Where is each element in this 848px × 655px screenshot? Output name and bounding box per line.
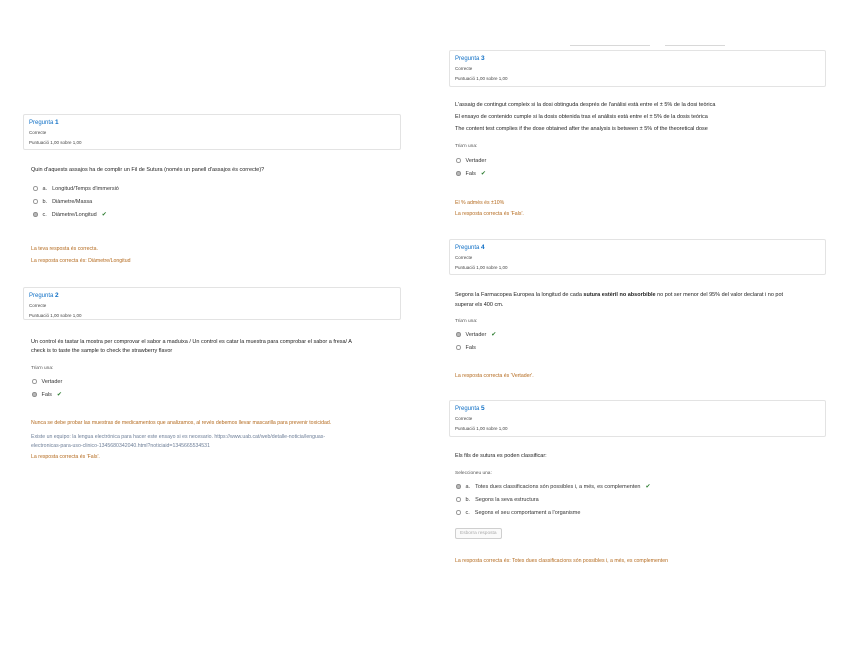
select-one-label: Seleccioneu una: xyxy=(455,471,492,476)
check-icon: ✔ xyxy=(480,171,486,177)
radio-icon[interactable] xyxy=(456,171,461,176)
question-2-text-line1: Un control és tastar la mostra per comprovar el sabor a maduixa / Un control es catar la muestra para comprobar el sabor a fresa/ A xyxy=(31,339,352,345)
question-2-text-line2: check is to taste the sample to check the strawberry flavor xyxy=(31,348,173,354)
question-state: Correcte xyxy=(455,255,473,260)
question-4-text-line2: superar els 400 cm. xyxy=(455,302,504,308)
question-number: Pregunta 4 xyxy=(455,244,485,251)
question-score: Puntuació 1,00 sobre 1,00 xyxy=(455,426,508,431)
radio-icon[interactable] xyxy=(456,158,461,163)
option-c[interactable]: c. Segons el seu comportament a l'organisme xyxy=(456,506,651,519)
feedback-note: Nunca se debe probar las muestras de medicamentos que analizamos, al revés debemos llevar mascarilla para prevenir toxicidad. xyxy=(31,420,332,426)
question-3-header xyxy=(449,50,826,87)
option-c[interactable]: c. Diàmetre/Longitud ✔ xyxy=(33,208,119,221)
question-score: Puntuació 1,00 sobre 1,00 xyxy=(29,313,82,318)
radio-icon[interactable] xyxy=(33,199,38,204)
question-3-text-es: El ensayo de contenido cumple si la dosis obtenida tras el análisis está entre el ± 5% de la dosis teórica xyxy=(455,114,708,120)
question-1-options xyxy=(33,182,119,221)
feedback-correct-answer: La resposta correcta és 'Vertader'. xyxy=(455,373,534,379)
check-icon: ✔ xyxy=(56,392,62,398)
question-state: Correcte xyxy=(455,66,473,71)
question-4-options xyxy=(456,328,496,354)
radio-icon[interactable] xyxy=(456,497,461,502)
question-state: Correcte xyxy=(29,130,47,135)
option-true[interactable]: Vertader xyxy=(32,375,62,388)
question-5-header xyxy=(449,400,826,437)
question-5-options xyxy=(456,480,651,519)
top-divider xyxy=(570,45,650,46)
option-false[interactable]: Fals xyxy=(456,341,496,354)
question-2-header xyxy=(23,287,401,320)
question-number: Pregunta 3 xyxy=(455,55,485,62)
feedback-link-line1[interactable]: Existe un equipo: la lengua electrónica para hacer este ensayo si es necesario. https://www.uab.cat/web/detalle-noticia/lenguas- xyxy=(31,434,326,440)
question-5-text: Els fils de sutura es poden classificar: xyxy=(455,453,547,459)
top-divider xyxy=(665,45,725,46)
feedback-general: La teva resposta és correcta. xyxy=(31,246,98,252)
choose-one-label: Tria'n una: xyxy=(455,144,478,149)
choose-one-label: Tria'n una: xyxy=(31,366,54,371)
check-icon: ✔ xyxy=(645,484,651,490)
radio-icon[interactable] xyxy=(456,345,461,350)
option-true[interactable]: Vertader xyxy=(456,154,486,167)
question-state: Correcte xyxy=(29,303,47,308)
option-false[interactable]: Fals ✔ xyxy=(456,167,486,180)
feedback-correct-answer: La resposta correcta és 'Fals'. xyxy=(31,454,100,460)
feedback-correct-answer: La resposta correcta és 'Fals'. xyxy=(455,211,524,217)
question-score: Puntuació 1,00 sobre 1,00 xyxy=(455,265,508,270)
question-1-text: Quin d'aquests assajos ha de complir un Fil de Sutura (només un panell d'assajos és correcte)? xyxy=(31,167,265,173)
radio-icon[interactable] xyxy=(33,212,38,217)
option-a[interactable]: a. Longitud/Temps d'immersió xyxy=(33,182,119,195)
feedback-correct-answer: La resposta correcta és: Diàmetre/Longitud xyxy=(31,258,131,264)
question-score: Puntuació 1,00 sobre 1,00 xyxy=(455,76,508,81)
feedback-note: El % admès és ±10% xyxy=(455,200,505,206)
radio-icon[interactable] xyxy=(33,186,38,191)
question-state: Correcte xyxy=(455,416,473,421)
option-b[interactable]: b. Segons la seva estructura xyxy=(456,493,651,506)
question-score: Puntuació 1,00 sobre 1,00 xyxy=(29,140,82,145)
option-true[interactable]: Vertader ✔ xyxy=(456,328,496,341)
question-number: Pregunta 1 xyxy=(29,119,59,126)
question-1-header xyxy=(23,114,401,150)
question-3-options xyxy=(456,154,486,180)
question-4-header xyxy=(449,239,826,275)
question-3-text-en: The content test complies if the dose obtained after the analysis is between ± 5% of the theoretical dose xyxy=(455,126,708,132)
check-icon: ✔ xyxy=(101,212,107,218)
radio-icon[interactable] xyxy=(32,392,37,397)
feedback-link-line2[interactable]: electronicas-para-uso-clinico-1345680342040.html?noticiaid=1345665534531 xyxy=(31,443,210,449)
radio-icon[interactable] xyxy=(456,510,461,515)
question-4-text-line1: Segons la Farmacopea Europea la longitud de cada sutura estèril no absorbible no pot ser menor del 95% del valor declarat i no pot xyxy=(455,292,784,298)
clear-answer-button[interactable]: Esborra resposta xyxy=(455,528,502,539)
feedback-correct-answer: La resposta correcta és: Totes dues classificacions són possibles i, a més, es complementen xyxy=(455,558,668,564)
check-icon: ✔ xyxy=(491,332,497,338)
option-b[interactable]: b. Diàmetre/Massa xyxy=(33,195,119,208)
question-number: Pregunta 2 xyxy=(29,292,59,299)
question-3-text-ca: L'assaig de contingut compleix si la dosi obtinguda després de l'anàlisi està entre el ± 5% de la dosi teòrica xyxy=(455,102,716,108)
question-2-options xyxy=(32,375,62,401)
option-false[interactable]: Fals ✔ xyxy=(32,388,62,401)
option-a[interactable]: a. Totes dues classificacions són possibles i, a més, es complementen ✔ xyxy=(456,480,651,493)
radio-icon[interactable] xyxy=(32,379,37,384)
choose-one-label: Tria'n una: xyxy=(455,319,478,324)
radio-icon[interactable] xyxy=(456,332,461,337)
question-number: Pregunta 5 xyxy=(455,405,485,412)
radio-icon[interactable] xyxy=(456,484,461,489)
